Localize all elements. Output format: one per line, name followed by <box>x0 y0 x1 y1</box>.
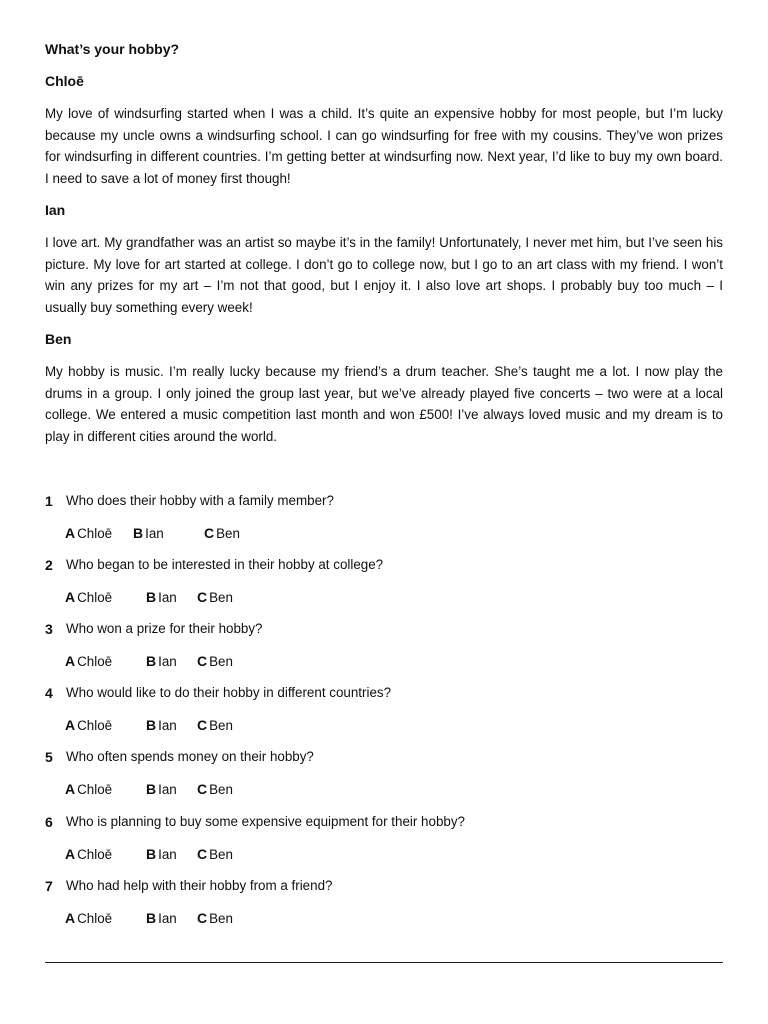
option-c[interactable] <box>197 846 233 862</box>
option-c[interactable] <box>197 717 233 733</box>
option-b[interactable] <box>146 653 177 669</box>
option-letter: C <box>197 781 208 797</box>
question-text: Who had help with their hobby from a friend? <box>66 878 333 893</box>
option-letter: A <box>65 910 76 926</box>
option-letter: B <box>146 589 157 605</box>
option-label: Ian <box>158 847 177 862</box>
option-letter: C <box>197 589 208 605</box>
question-text: Who does their hobby with a family member? <box>66 493 334 508</box>
option-letter: C <box>197 717 208 733</box>
question-text: Who often spends money on their hobby? <box>66 749 314 764</box>
option-label: Ben <box>216 526 240 541</box>
text-paragraph-chloe: My love of windsurfing started when I was a child. It’s quite an expensive hobby for most people, but I’m lucky because my uncle owns a windsurfing school. I can go windsurfing for free with my cousins. They’ve won prizes for windsurfing in different countries. I’m getting better at windsurfing now. Next year, I’d like to buy my own board. I need to save a lot of money first though! <box>45 106 723 186</box>
option-c[interactable] <box>197 589 233 605</box>
question-number: 3 <box>45 621 53 637</box>
option-letter: C <box>204 525 215 541</box>
option-letter: B <box>146 717 157 733</box>
option-label: Ian <box>145 526 164 541</box>
option-label: Chloē <box>77 654 113 669</box>
option-a[interactable] <box>65 525 112 541</box>
option-label: Ben <box>209 654 233 669</box>
question-number: 7 <box>45 878 53 894</box>
option-b[interactable] <box>146 846 177 862</box>
option-label: Chloē <box>77 590 113 605</box>
text-paragraph-ian: I love art. My grandfather was an artist so maybe it’s in the family! Unfortunately, I never met him, but I’ve seen his picture. My love for art started at college. I don’t go to college now, but I go to an art class with my friend. I won’t win any prizes for my art – I’m not that good, but I enjoy it. I also love art shops. I probably buy too much – I usually buy something every week! <box>45 235 723 315</box>
option-letter: A <box>65 846 76 862</box>
text-heading-chloe: Chloē <box>45 73 84 89</box>
option-label: Ben <box>209 782 233 797</box>
option-a[interactable] <box>65 910 112 926</box>
option-label: Chloē <box>77 718 113 733</box>
question-number: 1 <box>45 493 53 509</box>
question-number: 2 <box>45 557 53 573</box>
option-letter: A <box>65 589 76 605</box>
question-number: 5 <box>45 749 53 765</box>
option-letter: C <box>197 910 208 926</box>
option-a[interactable] <box>65 589 112 605</box>
text-heading-ben: Ben <box>45 331 72 347</box>
question-text: Who won a prize for their hobby? <box>66 621 263 636</box>
divider <box>45 962 723 963</box>
option-label: Chloē <box>77 782 113 797</box>
text-heading-ian: Ian <box>45 202 66 218</box>
option-label: Ian <box>158 911 177 926</box>
option-label: Ben <box>209 590 233 605</box>
option-label: Ben <box>209 911 233 926</box>
option-letter: B <box>146 781 157 797</box>
option-c[interactable] <box>204 525 240 541</box>
text-paragraph-ben: My hobby is music. I’m really lucky because my friend’s a drum teacher. She’s taught me a lot. I now play the drums in a group. I only joined the group last year, but we’ve already played five concerts – two were at a local college. We entered a music competition last month and won £500! I’ve always loved music and my dream is to play in different cities around the world. <box>45 364 723 444</box>
option-c[interactable] <box>197 653 233 669</box>
question-number: 6 <box>45 814 53 830</box>
option-b[interactable] <box>146 910 177 926</box>
option-a[interactable] <box>65 781 112 797</box>
option-label: Ben <box>209 847 233 862</box>
option-a[interactable] <box>65 717 112 733</box>
option-label: Chloē <box>77 847 113 862</box>
option-letter: B <box>146 910 157 926</box>
option-label: Chloē <box>77 911 113 926</box>
option-c[interactable] <box>197 781 233 797</box>
option-letter: B <box>133 525 144 541</box>
option-letter: B <box>146 653 157 669</box>
page-title: What’s your hobby? <box>45 41 180 57</box>
option-letter: C <box>197 846 208 862</box>
option-letter: A <box>65 781 76 797</box>
option-a[interactable] <box>65 653 112 669</box>
option-letter: A <box>65 525 76 541</box>
question-text: Who would like to do their hobby in different countries? <box>66 685 392 700</box>
option-label: Ian <box>158 718 177 733</box>
option-letter: C <box>197 653 208 669</box>
option-b[interactable] <box>146 717 177 733</box>
option-b[interactable] <box>146 781 177 797</box>
question-number: 4 <box>45 685 53 701</box>
option-label: Ben <box>209 718 233 733</box>
option-letter: B <box>146 846 157 862</box>
option-a[interactable] <box>65 846 112 862</box>
option-letter: A <box>65 717 76 733</box>
option-letter: A <box>65 653 76 669</box>
option-label: Ian <box>158 782 177 797</box>
question-text: Who is planning to buy some expensive equipment for their hobby? <box>66 814 465 829</box>
option-c[interactable] <box>197 910 233 926</box>
option-b[interactable] <box>146 589 177 605</box>
question-text: Who began to be interested in their hobby at college? <box>66 557 384 572</box>
option-b[interactable] <box>133 525 164 541</box>
option-label: Chloē <box>77 526 113 541</box>
option-label: Ian <box>158 654 177 669</box>
option-label: Ian <box>158 590 177 605</box>
